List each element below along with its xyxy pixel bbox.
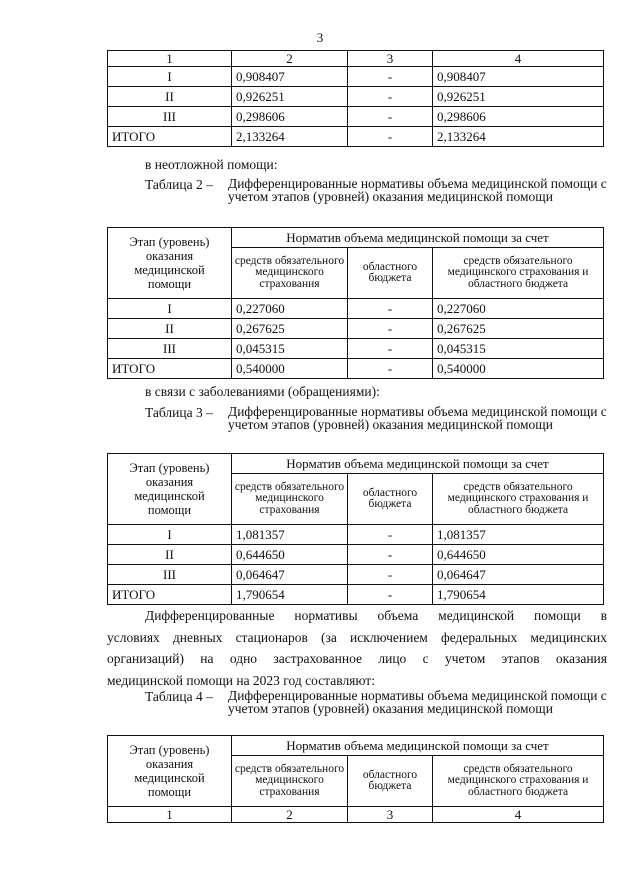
- oms-cell: 0,298606: [232, 107, 348, 127]
- oms-cell: 0,267625: [232, 319, 348, 339]
- table-row: [108, 319, 604, 339]
- stage-cell: III: [108, 339, 232, 359]
- table-row-total: [108, 127, 604, 147]
- column-number-row: [108, 807, 604, 823]
- total-cell: 2,133264: [433, 127, 604, 147]
- col-number-1: 1: [108, 807, 232, 823]
- col-number-3: 3: [348, 51, 433, 67]
- stage-cell: ИТОГО: [108, 359, 232, 379]
- budget-cell: -: [348, 565, 433, 585]
- table-row: [108, 107, 604, 127]
- col-number-2: 2: [232, 51, 348, 67]
- header-stage: Этап (уровень) оказания медицинской помощи: [108, 454, 232, 525]
- stage-cell: III: [108, 565, 232, 585]
- table-3: [107, 453, 604, 605]
- total-cell: 0,926251: [433, 87, 604, 107]
- oms-cell: 1,081357: [232, 525, 348, 545]
- budget-cell: -: [348, 107, 433, 127]
- table-row: [108, 87, 604, 107]
- paragraph-line: условиях дневных стационаров (за исключением федеральных медицинских: [107, 629, 607, 645]
- table-row: [108, 299, 604, 319]
- table-4-label: Таблица 4 –: [145, 689, 213, 704]
- col-number-4: 4: [433, 807, 604, 823]
- header-total: средств обязательного медицинского страхования и областного бюджета: [433, 248, 604, 299]
- table-row-total: [108, 585, 604, 605]
- budget-cell: -: [348, 525, 433, 545]
- table-2-label: Таблица 2 –: [145, 177, 213, 192]
- budget-cell: -: [348, 359, 433, 379]
- header-norm: Норматив объема медицинской помощи за счет: [232, 736, 604, 756]
- oms-cell: 1,790654: [232, 585, 348, 605]
- total-cell: 0,064647: [433, 565, 604, 585]
- table-4-title: Дифференцированные нормативы объема медицинской помощи с учетом этапов (уровней) оказания медицинской помощи: [228, 688, 607, 716]
- table-row: [108, 525, 604, 545]
- budget-cell: -: [348, 339, 433, 359]
- header-total: средств обязательного медицинского страхования и областного бюджета: [433, 474, 604, 525]
- stage-cell: III: [108, 107, 232, 127]
- oms-cell: 0,045315: [232, 339, 348, 359]
- stage-cell: I: [108, 67, 232, 87]
- total-cell: 1,790654: [433, 585, 604, 605]
- col-number-4: 4: [433, 51, 604, 67]
- paragraph-line: медицинской помощи на 2023 год составляют:: [107, 672, 375, 688]
- page-number: 3: [316, 30, 324, 45]
- column-number-row: [108, 51, 604, 67]
- header-budget: областного бюджета: [348, 248, 433, 299]
- stage-cell: II: [108, 87, 232, 107]
- total-cell: 0,540000: [433, 359, 604, 379]
- oms-cell: 0,908407: [232, 67, 348, 87]
- table-1: [107, 50, 604, 147]
- paragraph-line: организаций) на одно застрахованное лицо с учетом этапов оказания: [107, 651, 607, 666]
- oms-cell: 0,644650: [232, 545, 348, 565]
- budget-cell: -: [348, 127, 433, 147]
- day-hospital-paragraph: [107, 605, 607, 691]
- header-norm: Норматив объема медицинской помощи за счет: [232, 228, 604, 248]
- table-row: [108, 67, 604, 87]
- total-cell: 0,644650: [433, 545, 604, 565]
- oms-cell: 2,133264: [232, 127, 348, 147]
- header-norm: Норматив объема медицинской помощи за счет: [232, 454, 604, 474]
- col-number-2: 2: [232, 807, 348, 823]
- table-row: [108, 339, 604, 359]
- oms-cell: 0,064647: [232, 565, 348, 585]
- header-budget: областного бюджета: [348, 474, 433, 525]
- table-header-row: [108, 736, 604, 756]
- table-4: [107, 735, 604, 823]
- header-oms: средств обязательного медицинского страхования: [232, 248, 348, 299]
- oms-cell: 0,926251: [232, 87, 348, 107]
- oms-cell: 0,540000: [232, 359, 348, 379]
- total-cell: 0,227060: [433, 299, 604, 319]
- total-cell: 0,267625: [433, 319, 604, 339]
- budget-cell: -: [348, 67, 433, 87]
- budget-cell: -: [348, 319, 433, 339]
- total-cell: 0,045315: [433, 339, 604, 359]
- table-2: [107, 227, 604, 379]
- header-oms: средств обязательного медицинского страхования: [232, 756, 348, 807]
- header-total: средств обязательного медицинского страхования и областного бюджета: [433, 756, 604, 807]
- budget-cell: -: [348, 585, 433, 605]
- stage-cell: ИТОГО: [108, 585, 232, 605]
- header-budget: областного бюджета: [348, 756, 433, 807]
- budget-cell: -: [348, 299, 433, 319]
- oms-cell: 0,227060: [232, 299, 348, 319]
- header-oms: средств обязательного медицинского страхования: [232, 474, 348, 525]
- table-header-row: [108, 228, 604, 248]
- table-2-title: Дифференцированные нормативы объема медицинской помощи с учетом этапов (уровней) оказания медицинской помощи: [228, 176, 607, 204]
- table-header-row: [108, 454, 604, 474]
- col-number-3: 3: [348, 807, 433, 823]
- total-cell: 0,908407: [433, 67, 604, 87]
- stage-cell: I: [108, 299, 232, 319]
- intro-diseases: в связи с заболеваниями (обращениями):: [145, 384, 380, 399]
- col-number-1: 1: [108, 51, 232, 67]
- stage-cell: II: [108, 319, 232, 339]
- budget-cell: -: [348, 545, 433, 565]
- table-row: [108, 545, 604, 565]
- table-3-title: Дифференцированные нормативы объема медицинской помощи с учетом этапов (уровней) оказания медицинской помощи: [228, 404, 607, 432]
- budget-cell: -: [348, 87, 433, 107]
- total-cell: 0,298606: [433, 107, 604, 127]
- paragraph-line: Дифференцированные нормативы объема медицинской помощи в: [145, 608, 607, 623]
- table-row: [108, 565, 604, 585]
- table-3-label: Таблица 3 –: [145, 405, 213, 420]
- stage-cell: I: [108, 525, 232, 545]
- total-cell: 1,081357: [433, 525, 604, 545]
- stage-cell: II: [108, 545, 232, 565]
- header-stage: Этап (уровень) оказания медицинской помощи: [108, 736, 232, 807]
- header-stage: Этап (уровень) оказания медицинской помощи: [108, 228, 232, 299]
- intro-urgent-care: в неотложной помощи:: [145, 157, 278, 172]
- table-row-total: [108, 359, 604, 379]
- stage-cell: ИТОГО: [108, 127, 232, 147]
